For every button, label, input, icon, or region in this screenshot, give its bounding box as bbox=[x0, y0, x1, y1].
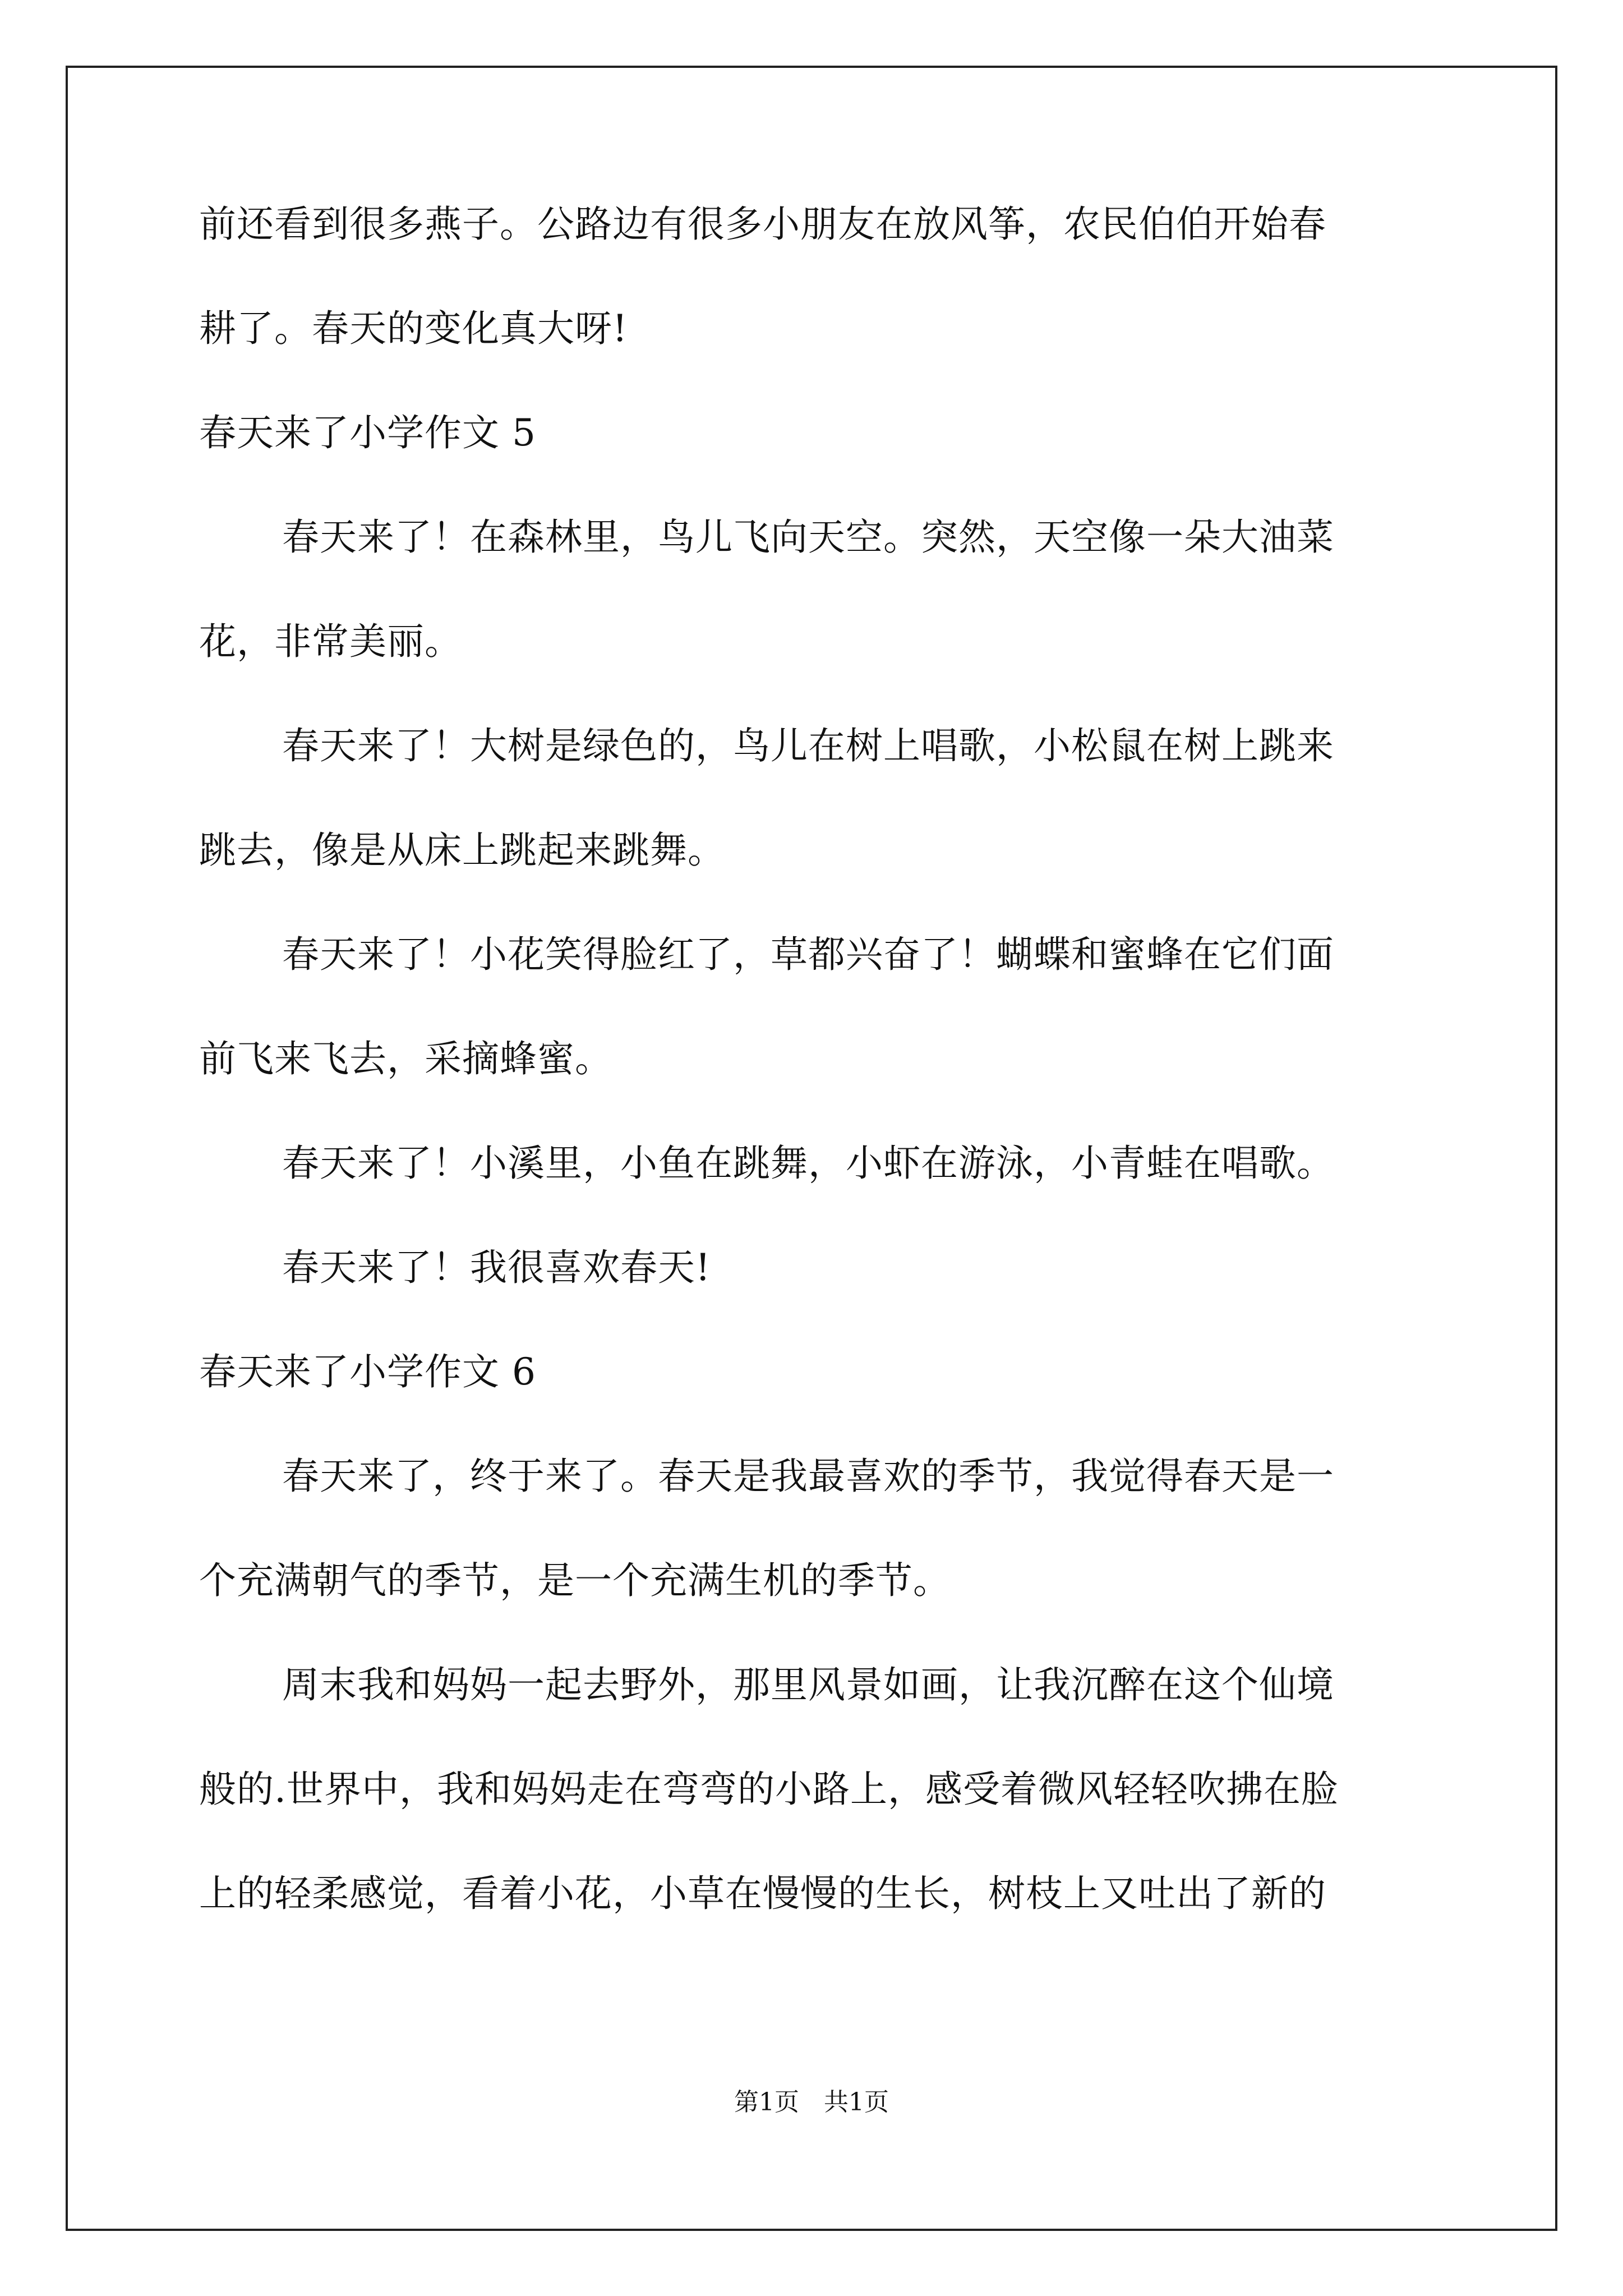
paragraph-first-line: 周末我和妈妈一起去野外，那里风景如画，让我沉醉在这个仙境 bbox=[282, 1663, 1334, 1706]
body-text-line: 个充满朝气的季节，是一个充满生机的季节。 bbox=[199, 1559, 951, 1602]
section-heading: 春天来了小学作文 5 bbox=[199, 411, 536, 454]
paragraph-first-line: 春天来了！我很喜欢春天! bbox=[282, 1246, 711, 1289]
section-heading: 春天来了小学作文 6 bbox=[199, 1350, 536, 1393]
body-text-line: 上的轻柔感觉，看着小花，小草在慢慢的生长，树枝上又吐出了新的 bbox=[199, 1872, 1326, 1915]
body-text-line: 花，非常美丽。 bbox=[199, 620, 462, 663]
paragraph-first-line: 春天来了！小花笑得脸红了，草都兴奋了！蝴蝶和蜜蜂在它们面 bbox=[282, 933, 1334, 976]
body-text-line: 般的.世界中，我和妈妈走在弯弯的小路上，感受着微风轻轻吹拂在脸 bbox=[199, 1768, 1339, 1811]
paragraph-first-line: 春天来了！小溪里，小鱼在跳舞，小虾在游泳，小青蛙在唱歌。 bbox=[282, 1142, 1334, 1185]
paragraph-first-line: 春天来了！大树是绿色的，鸟儿在树上唱歌，小松鼠在树上跳来 bbox=[282, 724, 1334, 767]
page-number-footer: 第1页 共1页 bbox=[734, 2088, 889, 2116]
body-text-line: 前还看到很多燕子。公路边有很多小朋友在放风筝，农民伯伯开始春 bbox=[199, 203, 1326, 246]
body-text-line: 耕了。春天的变化真大呀! bbox=[199, 307, 628, 350]
paragraph-first-line: 春天来了，终于来了。春天是我最喜欢的季节，我觉得春天是一 bbox=[282, 1455, 1334, 1498]
paragraph-first-line: 春天来了！在森林里，鸟儿飞向天空。突然，天空像一朵大油菜 bbox=[282, 516, 1334, 559]
body-text-line: 前飞来飞去，采摘蜂蜜。 bbox=[199, 1037, 612, 1080]
body-text-line: 跳去，像是从床上跳起来跳舞。 bbox=[199, 829, 725, 872]
